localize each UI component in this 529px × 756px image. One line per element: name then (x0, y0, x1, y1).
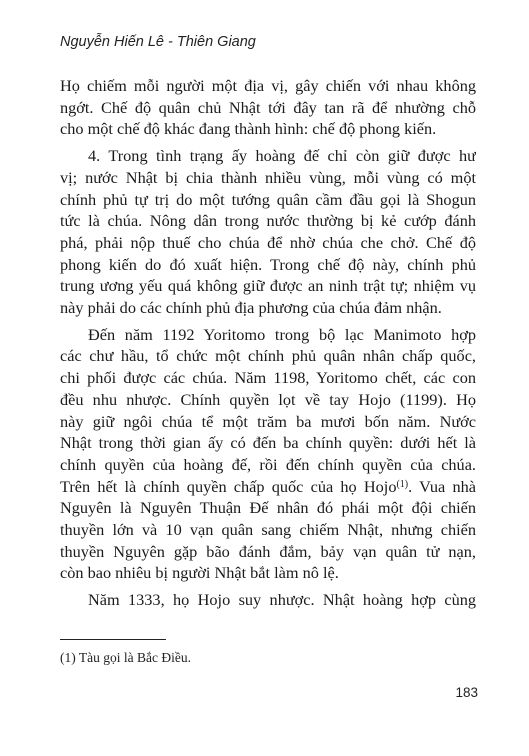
text-line: Nhật trong thời gian ấy có đến ba chính quyền: dưới hết là (60, 433, 476, 453)
text-line: thuyền Nguyên gặp bão đánh đắm, bảy vạn quân tử nạn, (60, 541, 476, 561)
body-text (60, 70, 476, 611)
text-line: đều nhu nhược. Chính quyền lọt về tay Hojo (1199). Họ (60, 389, 476, 409)
text-line: phá, phải nộp thuế cho chúa để nhờ chúa che chở. Chế độ (60, 232, 476, 252)
text-line: Họ chiếm mỗi người một địa vị, gây chiến với nhau không (60, 76, 476, 95)
text-line: cho một chế độ khác đang thành hình: chế độ phong kiến. (60, 119, 437, 139)
text-line: vị; nước Nhật bị chia thành nhiều vùng, mỗi vùng có một (60, 167, 476, 187)
text-line: còn bao nhiêu bị người Nhật bắt làm nô lệ. (60, 563, 339, 583)
text-line: chi phối được các chúa. Năm 1198, Yoritomo chết, các con (60, 368, 476, 388)
text-line: này phải do các chính phủ địa phương của chúa đảm nhận. (60, 298, 442, 318)
text-line-with-footnote (60, 476, 476, 498)
text-line: chính quyền của hoàng đế, rồi đến chính quyền của chúa. (60, 454, 476, 474)
footnote: (1) Tàu gọi là Bắc Điều. (60, 650, 191, 665)
text-line: trung ương yếu quá không giữ được an ninh trật tự; nhiệm vụ (60, 276, 476, 296)
text-line: phong kiến do đó xuất hiện. Trong chế độ này, chính phủ (60, 254, 476, 274)
text-line: tức là chúa. Nông dân trong nước thường bị kẻ cướp đánh (60, 211, 476, 231)
running-header: Nguyễn Hiến Lê - Thiên Giang (60, 34, 256, 50)
text-line: thuyền lớn và 10 vạn quân sang chiếm Nhật, nhưng chiến (60, 520, 476, 540)
text-line: 4. Trong tình trạng ấy hoàng đế chỉ còn giữ được hư (88, 146, 476, 166)
text-span: Trên hết là chính quyền chấp quốc của họ Hojo (60, 476, 397, 496)
text-line: Năm 1333, họ Hojo suy nhược. Nhật hoàng hợp cùng (88, 590, 476, 610)
text-line: này giữ ngôi chúa tể một trăm ba mươi bốn năm. Nước (60, 411, 476, 431)
text-line: chính phủ tự trị do một tướng quân cầm đầu gọi là Shogun (60, 189, 476, 209)
text-line: ngớt. Chế độ quân chủ Nhật tới đây tan rã để nhường chỗ (60, 97, 476, 117)
text-span: . Vua nhà (408, 476, 476, 496)
text-line: các chư hầu, tổ chức một chính phủ quân nhân chấp quốc, (60, 346, 476, 366)
text-line: Đến năm 1192 Yoritomo trong bộ lạc Manimoto hợp (88, 324, 476, 344)
footnote-divider (60, 639, 166, 640)
page-number: 183 (455, 685, 478, 700)
footnote-reference[interactable]: (1) (396, 478, 409, 490)
text-line: Nguyên là Nguyên Thuận Đế nhân đó phái một đội chiến (60, 498, 476, 518)
